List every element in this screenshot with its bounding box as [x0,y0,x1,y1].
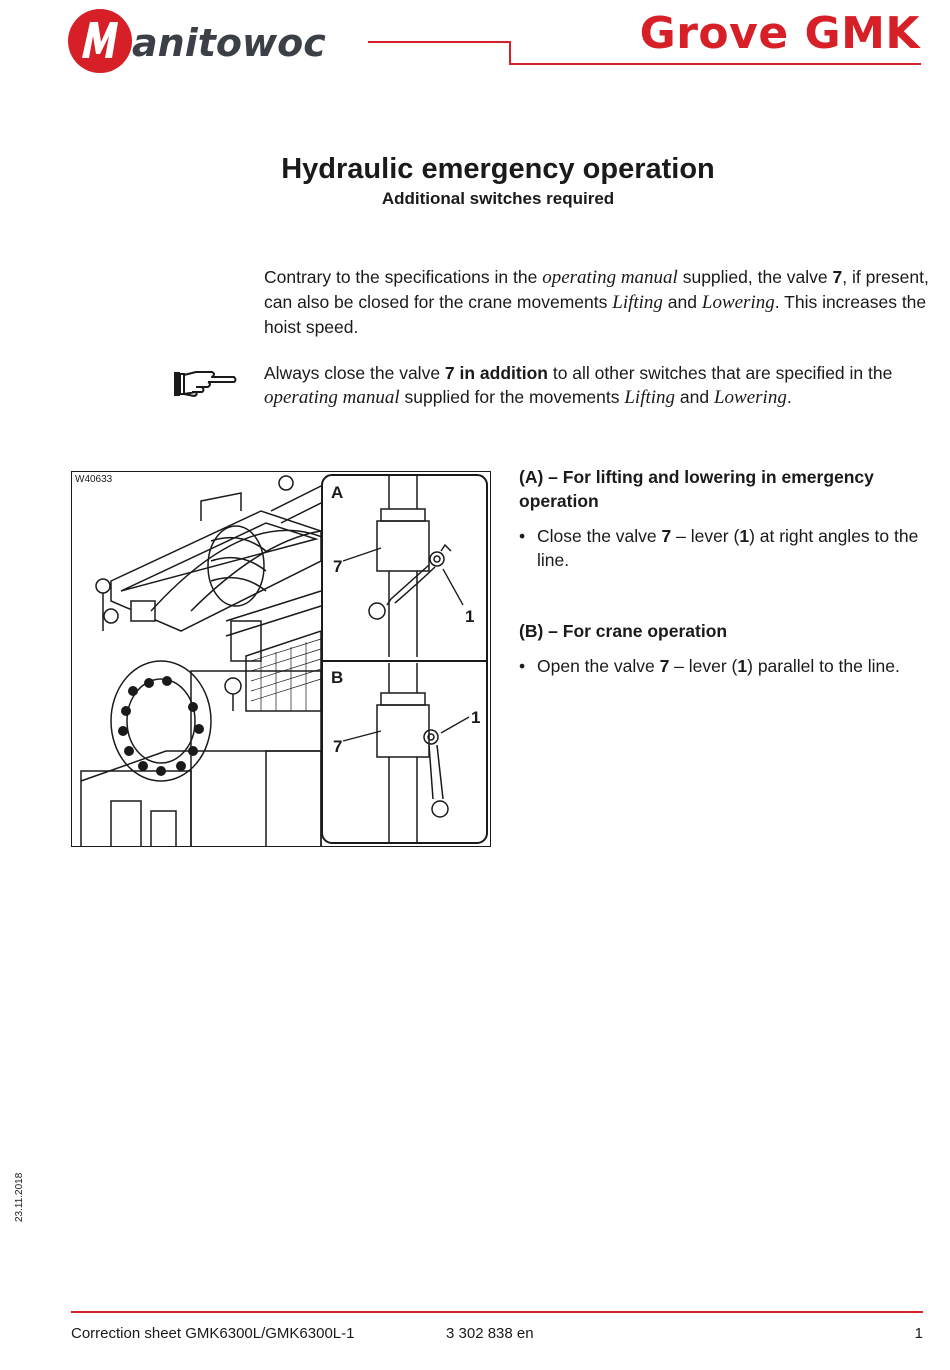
valve-illustration [71,471,491,847]
figure-code: W40633 [75,474,113,485]
section-a-bullet: • Close the valve 7 – lever (1) at right angles to the line. [519,526,919,570]
svg-text:anitowoc: anitowoc [132,21,326,65]
section-b-bullet: • Open the valve 7 – lever (1) parallel to the line. [519,656,900,676]
panel-a-label: A [331,483,344,502]
footer-number: 3 302 838 en [446,1325,534,1342]
footer-rule [71,1311,923,1313]
section-b-heading: (B) – For crane operation [519,621,728,641]
brand-title: Grove GMK [639,8,920,59]
side-date: 23.11.2018 [14,1172,25,1222]
note-paragraph: Always close the valve 7 in addition to all other switches that are specified in the operating manual supplied for the movements Lifting and Lowering. [264,363,893,408]
page-number: 1 [914,1325,923,1342]
panel-a-lever-label: 1 [465,607,475,626]
panel-a-valve-label: 7 [333,557,343,576]
section-b [519,619,929,643]
page-subtitle: Additional switches required [381,189,615,208]
intro-paragraph: Contrary to the specifications in the operating manual supplied, the valve 7, if present, can also be closed for the crane movements Lifting and Lowering. This increases the hoist speed. [264,267,929,337]
panel-b-lever-label: 1 [471,708,481,727]
panel-b-valve-label: 7 [333,737,343,756]
panel-b-label: B [331,668,344,687]
pointing-hand-icon [172,366,238,400]
footer-document: Correction sheet GMK6300L/GMK6300L-1 [71,1325,355,1342]
section-a [519,465,929,513]
page-title: Hydraulic emergency operation [281,153,715,185]
section-a-heading: (A) – For lifting and lowering in emergency operation [519,467,874,511]
manitowoc-logo [68,8,368,74]
